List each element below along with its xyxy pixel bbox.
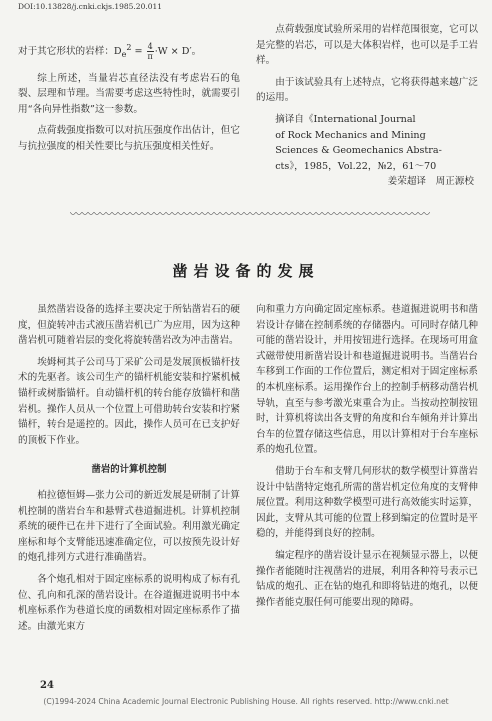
continued-article-columns xyxy=(18,22,478,190)
paragraph: 虽然凿岩设备的选择主要决定于所钻凿岩石的硬度，但旋转冲击式液压凿岩机已广为应用，因为这种凿岩机可随着岩层的变化将旋转凿岩改为冲击凿岩。 xyxy=(18,304,240,347)
paragraph: 点荷载强度指数可以对抗压强度作出估计，但它与抗拉强度的相关性要比与抗压强度相关性好。 xyxy=(18,125,240,153)
top-left-column xyxy=(18,22,240,190)
paragraph: 柏拉德恒姆—张力公司的新近发展是研制了计算机控制的凿岩台车和悬臂式巷道掘进机。计算机控制系统的硬件已在井下进行了全面试验。利用激光确定座标和每个支臂能迅速准确定位，可以按预先设计好的炮孔排列方式进行准确凿岩。 xyxy=(18,489,240,564)
article-right-column xyxy=(256,302,478,640)
fraction-numerator: 4 xyxy=(147,42,153,52)
formula-fraction xyxy=(147,42,154,61)
formula-rest: ·W × D′。 xyxy=(154,46,202,58)
reference-line: cts》，1985，Vol.22，№2，61～70 xyxy=(275,160,437,172)
paragraph: 借助于台车和支臂几何形状的数学模型计算凿岩设计中钻凿特定炮孔所需的凿岩机定位角度的支臂伸展位置。利用这种数学模型可进行高效能实时运算，因此，支臂从其可能的位置上移到编定的位置时是平稳的，并能得到良好的控制。 xyxy=(256,465,478,540)
reference-line: Sciences & Geomechanics Abstra- xyxy=(275,145,442,157)
top-right-column xyxy=(256,22,478,190)
wavy-divider xyxy=(70,212,430,218)
source-reference xyxy=(256,112,478,190)
paragraph: 向和重力方向确定固定座标系。巷道掘进说明书和凿岩设计存储在控制系统的存储器内。可同时存储几种可能的凿岩设计，并用按钮进行选择。在现场可用盒式磁带使用新凿岩设计和巷道掘进说明书。当凿岩台车移到工作面的工作位置后，测定相对于固定座标系的本机座标系。运用操作台上的控制手柄移动凿岩机导轨，直至与参考激光束重合为止。当按动控制按钮时，计算机将读出各支臂的角度和台车倾角并计算出台车的位置存储这些信息，用以计算相对于台车座标系的炮孔位置。 xyxy=(256,304,478,456)
paragraph: 埃姆柯其子公司马丁采矿公司是发展顶板锚杆技术的先驱者。该公司生产的锚杆机能安装和拧紧机械锚杆或树脂锚杆。自动锚杆机的转台能存放锚杆和凿岩机。操作人员从一个位置上可借助转台安装和拧紧锚杆，转台是遥控的。因此，操作人员可在已支护好的顶板下作业。 xyxy=(18,356,240,446)
fraction-denominator: π xyxy=(147,52,153,62)
formula-superscript: 2 xyxy=(126,43,132,52)
paragraph: 由于该试验具有上述特点，它将获得越来越广泛的运用。 xyxy=(256,76,478,104)
formula-equals: = xyxy=(131,46,146,58)
formula-text: 对于其它形状的岩样：D xyxy=(18,46,122,58)
paragraph: 综上所述，当量岩芯直径法没有考虑岩石的龟裂、层理和节理。当需要考虑这些特性时，就需要引用“各向异性指数”这一参数。 xyxy=(18,72,240,115)
article-left-column xyxy=(18,302,240,640)
translator-credit: 姜荣超译 周正源校 xyxy=(387,176,474,188)
paragraph: 各个炮孔相对于固定座标系的说明构成了标有孔位、孔向和孔深的凿岩设计。在谷道掘进说明书中本机座标系作为巷道长度的函数相对固定座标系作了描述。由激光束方 xyxy=(18,573,240,632)
page-number: 24 xyxy=(40,680,54,691)
formula-subscript: e xyxy=(121,50,127,60)
paragraph: 编定程序的凿岩设计显示在视频显示器上，以便操作者能随时注视凿岩的进展，利用各种符号表示已钻成的炮孔、正在钻的炮孔和即将钻进的炮孔，以便操作者能克服任何可能要出现的障碍。 xyxy=(256,549,478,608)
doi-header: DOI:10.13828/j.cnki.ckjs.1985.20.011 xyxy=(18,2,163,11)
equivalent-diameter-formula xyxy=(18,40,240,63)
reference-line: of Rock Mechanics and Mining xyxy=(275,129,426,141)
copyright-footer: (C)1994-2024 China Academic Journal Electronic Publishing House. All rights reserved. http://www.cnki.net xyxy=(43,697,449,706)
article-title: 凿岩设备的发展 xyxy=(172,262,320,280)
reference-line: 摘译自《International Journal xyxy=(275,113,416,125)
paragraph: 点荷载强度试验所采用的岩样范围很宽，它可以是完整的岩芯，可以是大体积岩样，也可以是手工岩样。 xyxy=(256,24,478,67)
article-body-columns xyxy=(18,302,478,640)
section-heading: 凿岩的计算机控制 xyxy=(91,464,167,476)
